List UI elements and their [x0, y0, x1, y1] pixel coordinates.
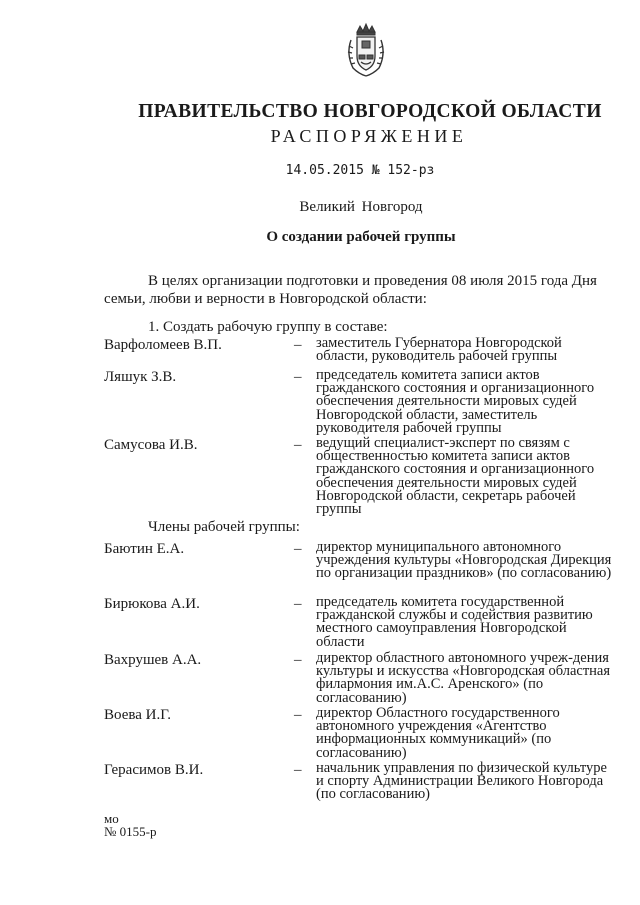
member-dash: –: [294, 762, 302, 778]
member-dash: –: [294, 652, 302, 668]
member-name: Варфоломеев В.П.: [104, 337, 222, 353]
member-role: ведущий специалист-эксперт по связям с общественностью комитета записи актов гражданского состояния и организационного обеспечения деятельности мировых судей Новгородской области, секретарь рабочей группы: [316, 435, 595, 518]
intro-paragraph: В целях организации подготовки и проведения 08 июля 2015 года Дня семьи, любви и верности в Новгородской области:: [104, 273, 597, 307]
footer-code: № 0155-р: [104, 824, 157, 839]
member-name: Бирюкова А.И.: [104, 596, 200, 612]
item-1-heading: 1. Создать рабочую группу в составе:: [148, 319, 388, 335]
member-role: заместитель Губернатора Новгородской области, руководитель рабочей группы: [316, 335, 562, 365]
member-dash: –: [294, 596, 302, 612]
member-name: Ляшук З.В.: [104, 369, 177, 385]
member-dash: –: [294, 337, 302, 353]
document-subject: О создании рабочей группы: [266, 229, 456, 245]
member-role: директор муниципального автономного учреждения культуры «Новгородская Дирекция по организации праздников» (по согласованию): [316, 539, 612, 582]
footer-mark: мо: [104, 811, 119, 826]
government-title: ПРАВИТЕЛЬСТВО НОВГОРОДСКОЙ ОБЛАСТИ: [138, 101, 602, 122]
member-name: Воева И.Г.: [104, 707, 171, 723]
member-role: начальник управления по физической культуре и спорту Администрации Великого Новгорода (по согласованию): [316, 760, 607, 803]
member-name: Герасимов В.И.: [104, 762, 204, 778]
member-role: председатель комитета государственной гражданской службы и содействия развитию местного самоуправления Новгородской области: [316, 594, 593, 650]
member-dash: –: [294, 369, 302, 385]
member-name: Вахрушев А.А.: [104, 652, 202, 668]
document-type: РАСПОРЯЖЕНИЕ: [270, 126, 468, 146]
members-heading: Члены рабочей группы:: [148, 519, 300, 535]
member-role: председатель комитета записи актов гражданского состояния и организационного обеспечения деятельности мировых судей Новгородской области, заместитель руководителя рабочей группы: [316, 367, 595, 436]
member-role: директор областного автономного учреж-дения культуры и искусства «Новгородская областная филармония им.А.С. Аренского» (по согласованию): [316, 650, 611, 706]
member-dash: –: [294, 707, 302, 723]
coat-of-arms-emblem: [343, 22, 389, 78]
city-name: Великий Новгород: [299, 199, 423, 215]
member-dash: –: [294, 437, 302, 453]
member-name: Баютин Е.А.: [104, 541, 185, 557]
member-role: директор Областного государственного автономного учреждения «Агентство информационных коммуникаций» (по согласованию): [316, 705, 560, 761]
document-number: 14.05.2015 № 152-рз: [285, 163, 435, 178]
member-dash: –: [294, 541, 302, 557]
member-name: Самусова И.В.: [104, 437, 198, 453]
